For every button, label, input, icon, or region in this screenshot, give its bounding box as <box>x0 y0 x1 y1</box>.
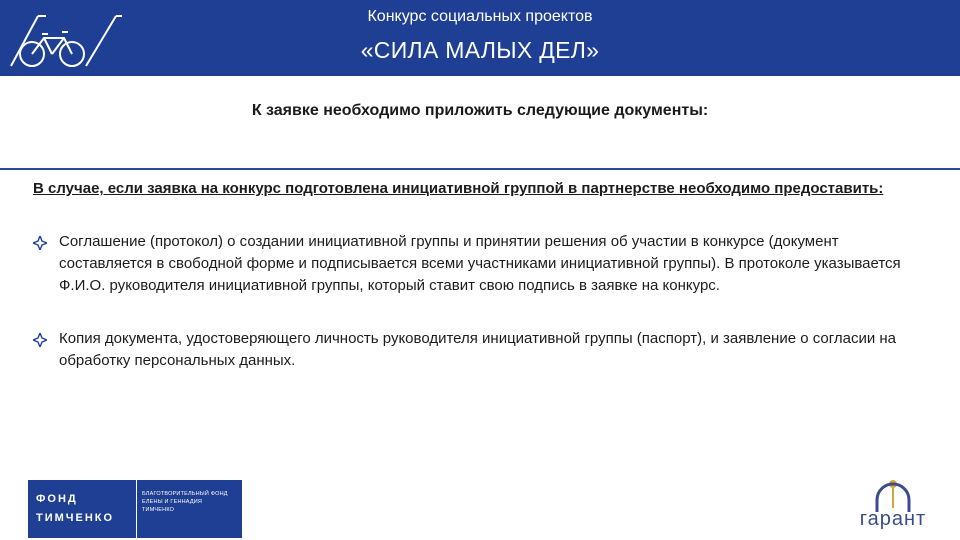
footer <box>0 468 960 540</box>
timchenko-fund-logo <box>28 480 242 538</box>
fund-name-line1: ФОНД <box>36 493 78 505</box>
documents-heading: К заявке необходимо приложить следующие документы: <box>251 102 709 119</box>
header-banner <box>0 0 960 76</box>
fund-desc-line2: ЕЛЕНЫ И ГЕННАДИЯ <box>142 499 203 505</box>
fund-desc-line3: ТИМЧЕНКО <box>142 507 175 513</box>
fund-name <box>36 490 114 528</box>
bullet-text: Соглашение (протокол) о создании инициативной группы и принятии решения об участии в конкурсе (документ составляется в свободной форме и подписывается всеми участниками инициативной группы). В протоколе указывается Ф.И.О. руководителя инициативной группы, который ставит свою подпись в заявке на конкурс. <box>59 233 901 294</box>
garant-wordmark: гарант <box>859 508 927 530</box>
section-divider <box>0 168 960 170</box>
fund-desc-line1: БЛАГОТВОРИТЕЛЬНЫЙ ФОНД <box>142 491 228 497</box>
garant-emblem-icon <box>848 478 938 512</box>
intro-text: В случае, если заявка на конкурс подготовлена инициативной группой в партнерстве необходимо предоставить: <box>33 180 884 197</box>
header-subtitle: Конкурс социальных проектов <box>367 8 593 25</box>
header-title: «СИЛА МАЛЫХ ДЕЛ» <box>360 37 600 63</box>
diamond-bullet-icon <box>33 231 59 297</box>
garant-logo <box>848 478 938 538</box>
bullet-text: Копия документа, удостоверяющего личность руководителя инициативной группы (паспорт), и заявление о согласии на обработку персональных данных. <box>59 330 897 369</box>
fund-name-line2: ТИМЧЕНКО <box>36 512 115 524</box>
list-item <box>33 231 923 297</box>
fund-description <box>142 490 228 514</box>
list-item <box>33 328 923 372</box>
diamond-bullet-icon <box>33 328 59 372</box>
fund-separator <box>136 480 137 538</box>
